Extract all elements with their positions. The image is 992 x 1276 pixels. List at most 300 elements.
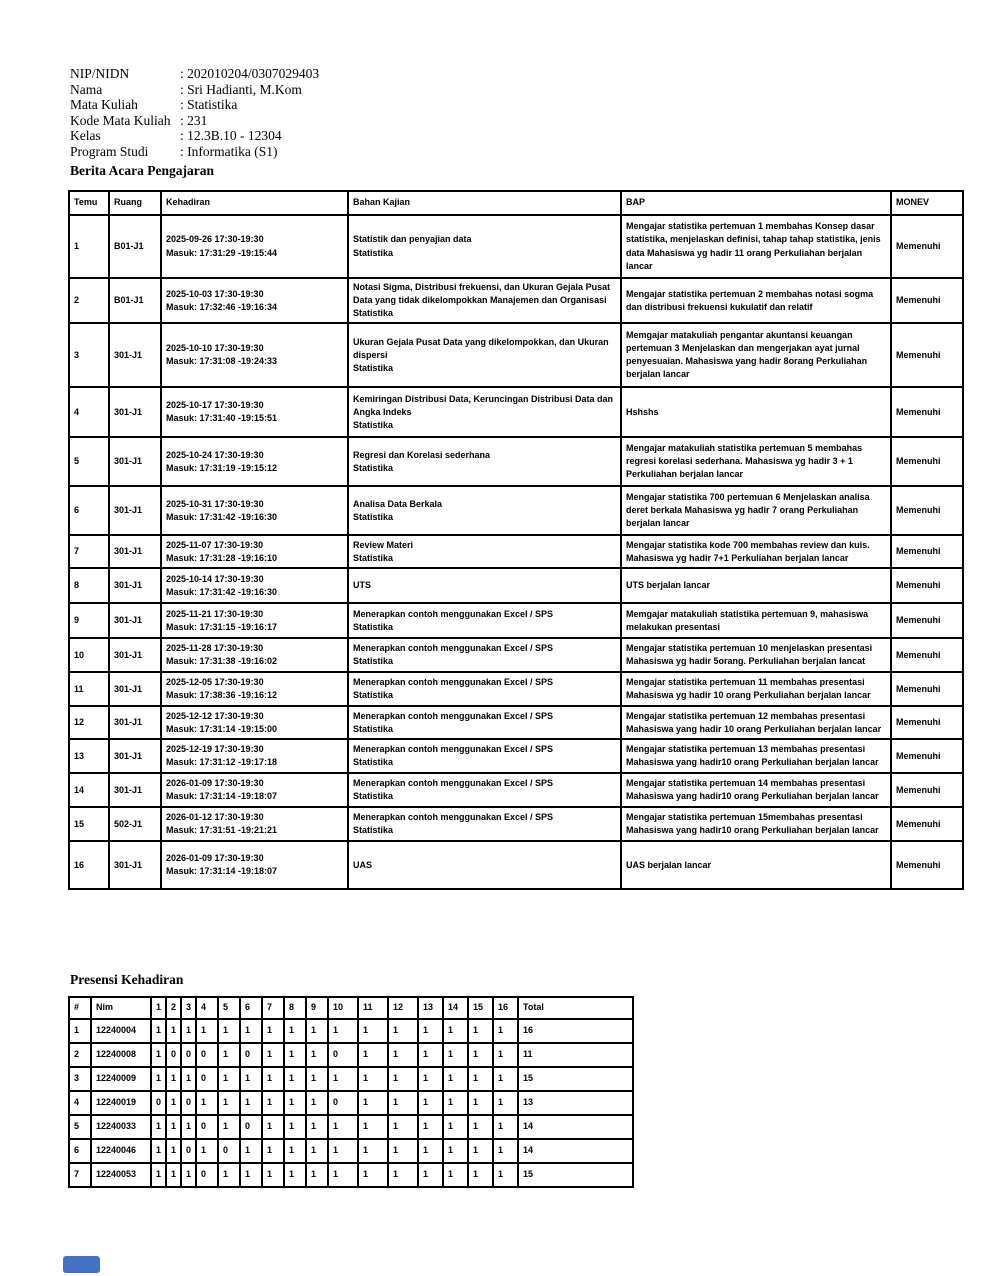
bahan-kajian-topik: Notasi Sigma, Distribusi frekuensi, dan Ukuran Gejala Pusat Data yang tidak dikelompokkan Manajemen dan Organisasi <box>353 282 611 306</box>
cell-bap: Mengajar statistika pertemuan 12 membahas presentasi Mahasiswa yang hadir 10 orang Perkuliahan berjalan lancar <box>621 706 891 739</box>
cell-monev: Memenuhi <box>891 535 963 568</box>
cell-temu: 2 <box>69 278 109 323</box>
presensi-col-4: 3 <box>181 997 196 1019</box>
cell-mark: 0 <box>196 1115 218 1139</box>
cell-mark: 1 <box>443 1091 468 1115</box>
info-value: : Informatika (S1) <box>180 143 278 159</box>
bap-col-monev: MONEV <box>891 191 963 215</box>
kehadiran-masuk: Masuk: 17:31:42 -19:16:30 <box>166 511 278 522</box>
cell-mark: 1 <box>328 1115 358 1139</box>
cell-kehadiran <box>161 773 348 807</box>
info-value: : 231 <box>180 112 208 128</box>
presensi-col-17: 16 <box>493 997 518 1019</box>
presensi-table-row <box>69 1019 633 1043</box>
kehadiran-jadwal: 2025-11-21 17:30-19:30 <box>166 608 264 619</box>
presensi-header-row <box>69 997 633 1019</box>
cell-kehadiran <box>161 568 348 603</box>
cell-ruang: 301-J1 <box>109 841 161 889</box>
cell-total: 16 <box>518 1019 633 1043</box>
cell-mark: 0 <box>328 1043 358 1067</box>
cell-mark: 1 <box>306 1043 328 1067</box>
cell-monev: Memenuhi <box>891 387 963 437</box>
cell-mark: 1 <box>443 1043 468 1067</box>
presensi-table-row <box>69 1163 633 1187</box>
cell-bahan-kajian <box>348 387 621 437</box>
cell-mark: 0 <box>240 1043 262 1067</box>
info-value: : Sri Hadianti, M.Kom <box>180 81 302 97</box>
info-line <box>70 82 319 98</box>
cell-mark: 1 <box>262 1115 284 1139</box>
cell-bap: Mengajar statistika 700 pertemuan 6 Menjelaskan analisa deret berkala Mahasiswa yg hadir 7 orang Perkuliahan berjalan lancar <box>621 486 891 535</box>
cell-mark: 1 <box>388 1067 418 1091</box>
cell-mark: 1 <box>284 1163 306 1187</box>
bahan-kajian-topik: UTS <box>353 580 371 591</box>
cell-mark: 1 <box>418 1019 443 1043</box>
bap-col-ruang: Ruang <box>109 191 161 215</box>
kehadiran-jadwal: 2025-12-05 17:30-19:30 <box>166 677 264 688</box>
cell-ruang: 301-J1 <box>109 535 161 568</box>
cell-mark: 1 <box>388 1163 418 1187</box>
kehadiran-masuk: Masuk: 17:31:38 -19:16:02 <box>166 656 278 667</box>
cell-no: 4 <box>69 1091 91 1115</box>
bahan-kajian-matkul: Statistika <box>353 656 394 667</box>
cell-kehadiran <box>161 603 348 638</box>
bahan-kajian-matkul: Statistika <box>353 690 394 701</box>
cell-mark: 1 <box>418 1067 443 1091</box>
presensi-table <box>68 996 634 1188</box>
cell-mark: 1 <box>151 1067 166 1091</box>
cell-bahan-kajian <box>348 568 621 603</box>
info-value: : Statistika <box>180 97 238 112</box>
cell-mark: 1 <box>468 1019 493 1043</box>
cell-mark: 1 <box>328 1139 358 1163</box>
bap-table-row <box>69 672 963 706</box>
cell-mark: 1 <box>443 1115 468 1139</box>
presensi-col-9: 8 <box>284 997 306 1019</box>
bap-table-row <box>69 486 963 535</box>
cell-no: 5 <box>69 1115 91 1139</box>
cell-mark: 1 <box>358 1163 388 1187</box>
cell-bahan-kajian <box>348 603 621 638</box>
bahan-kajian-topik: Menerapkan contoh menggunakan Excel / SPS <box>353 778 554 789</box>
cell-temu: 10 <box>69 638 109 672</box>
presensi-col-5: 4 <box>196 997 218 1019</box>
cell-kehadiran <box>161 535 348 568</box>
cell-mark: 0 <box>196 1067 218 1091</box>
cell-mark: 1 <box>468 1139 493 1163</box>
presensi-col-3: 2 <box>166 997 181 1019</box>
cell-ruang: 301-J1 <box>109 387 161 437</box>
cell-mark: 1 <box>388 1043 418 1067</box>
cell-bap: Mengajar statistika pertemuan 10 menjelaskan presentasi Mahasiswa yg hadir 5orang. Perkuliahan berjalan lancat <box>621 638 891 672</box>
cell-mark: 0 <box>166 1043 181 1067</box>
cell-bahan-kajian <box>348 739 621 773</box>
cell-mark: 1 <box>151 1163 166 1187</box>
cell-mark: 1 <box>328 1163 358 1187</box>
cell-mark: 1 <box>240 1019 262 1043</box>
info-line <box>70 144 319 160</box>
kehadiran-masuk: Masuk: 17:31:08 -19:24:33 <box>166 356 278 367</box>
cell-kehadiran <box>161 437 348 486</box>
cell-mark: 1 <box>262 1163 284 1187</box>
bahan-kajian-topik: Menerapkan contoh menggunakan Excel / SPS <box>353 608 554 619</box>
presensi-col-8: 7 <box>262 997 284 1019</box>
info-value: : 12.3B.10 - 12304 <box>180 128 282 143</box>
cell-bap: UTS berjalan lancar <box>621 568 891 603</box>
cell-no: 6 <box>69 1139 91 1163</box>
cell-mark: 1 <box>388 1139 418 1163</box>
cell-bahan-kajian <box>348 706 621 739</box>
cell-temu: 3 <box>69 323 109 387</box>
presensi-col-15: 14 <box>443 997 468 1019</box>
info-label: Nama <box>70 81 103 97</box>
cell-mark: 0 <box>196 1043 218 1067</box>
cell-nim: 12240009 <box>91 1067 151 1091</box>
footer-badge[interactable] <box>63 1256 100 1273</box>
cell-temu: 12 <box>69 706 109 739</box>
presensi-section-title: Presensi Kehadiran <box>70 972 184 987</box>
bap-table-row <box>69 638 963 672</box>
cell-mark: 1 <box>443 1067 468 1091</box>
bahan-kajian-matkul: Statistika <box>353 462 394 473</box>
kehadiran-masuk: Masuk: 17:31:51 -19:21:21 <box>166 825 278 836</box>
cell-mark: 1 <box>443 1163 468 1187</box>
cell-mark: 0 <box>151 1091 166 1115</box>
cell-kehadiran <box>161 841 348 889</box>
cell-nim: 12240053 <box>91 1163 151 1187</box>
cell-mark: 1 <box>358 1139 388 1163</box>
cell-no: 7 <box>69 1163 91 1187</box>
kehadiran-jadwal: 2025-11-28 17:30-19:30 <box>166 643 264 654</box>
bahan-kajian-topik: Menerapkan contoh menggunakan Excel / SPS <box>353 710 554 721</box>
cell-bap: Mengajar statistika pertemuan 14 membahas presentasi Mahasiswa yang hadir10 orang Perkuliahan berjalan lancar <box>621 773 891 807</box>
presensi-col-7: 6 <box>240 997 262 1019</box>
cell-mark: 1 <box>388 1091 418 1115</box>
cell-bahan-kajian <box>348 535 621 568</box>
cell-ruang: 301-J1 <box>109 323 161 387</box>
cell-mark: 1 <box>493 1091 518 1115</box>
bap-table-row <box>69 603 963 638</box>
presensi-table-row <box>69 1115 633 1139</box>
info-line <box>70 66 319 82</box>
cell-nim: 12240046 <box>91 1139 151 1163</box>
cell-temu: 9 <box>69 603 109 638</box>
info-label: Mata Kuliah <box>70 97 138 112</box>
cell-mark: 1 <box>262 1091 284 1115</box>
cell-nim: 12240008 <box>91 1043 151 1067</box>
bap-table-row <box>69 278 963 323</box>
kehadiran-masuk: Masuk: 17:31:14 -19:18:07 <box>166 791 278 802</box>
cell-mark: 1 <box>166 1139 181 1163</box>
cell-mark: 1 <box>151 1115 166 1139</box>
bahan-kajian-topik: Review Materi <box>353 539 414 550</box>
presensi-table-row <box>69 1139 633 1163</box>
cell-monev: Memenuhi <box>891 215 963 278</box>
cell-mark: 1 <box>262 1043 284 1067</box>
cell-mark: 1 <box>328 1067 358 1091</box>
cell-mark: 1 <box>493 1019 518 1043</box>
cell-temu: 4 <box>69 387 109 437</box>
cell-mark: 1 <box>328 1019 358 1043</box>
cell-mark: 1 <box>418 1043 443 1067</box>
bap-table-row <box>69 535 963 568</box>
cell-mark: 1 <box>358 1067 388 1091</box>
cell-kehadiran <box>161 323 348 387</box>
cell-bap: Mengajar statistika pertemuan 2 membahas notasi sogma dan distribusi frekuensi kukulatif dan relatif <box>621 278 891 323</box>
bap-col-temu: Temu <box>69 191 109 215</box>
cell-mark: 1 <box>196 1091 218 1115</box>
cell-ruang: 301-J1 <box>109 706 161 739</box>
cell-mark: 1 <box>493 1115 518 1139</box>
cell-no: 3 <box>69 1067 91 1091</box>
cell-mark: 1 <box>196 1139 218 1163</box>
cell-kehadiran <box>161 215 348 278</box>
info-label: Program Studi <box>70 143 149 159</box>
cell-bap: Mengajar statistika pertemuan 15membahas presentasi Mahasiswa yang hadir10 orang Perkuliahan berjalan lancar <box>621 807 891 841</box>
cell-ruang: 301-J1 <box>109 672 161 706</box>
cell-total: 14 <box>518 1139 633 1163</box>
info-line <box>70 97 319 113</box>
presensi-col-18: Total <box>518 997 633 1019</box>
cell-mark: 1 <box>306 1163 328 1187</box>
cell-bahan-kajian <box>348 486 621 535</box>
cell-mark: 0 <box>240 1115 262 1139</box>
kehadiran-masuk: Masuk: 17:32:46 -19:16:34 <box>166 301 278 312</box>
cell-kehadiran <box>161 706 348 739</box>
cell-mark: 1 <box>284 1043 306 1067</box>
cell-ruang: 502-J1 <box>109 807 161 841</box>
cell-monev: Memenuhi <box>891 672 963 706</box>
cell-mark: 1 <box>443 1019 468 1043</box>
cell-temu: 14 <box>69 773 109 807</box>
bahan-kajian-matkul: Statistika <box>353 757 394 768</box>
cell-kehadiran <box>161 638 348 672</box>
cell-monev: Memenuhi <box>891 638 963 672</box>
cell-mark: 1 <box>468 1163 493 1187</box>
cell-mark: 1 <box>358 1043 388 1067</box>
bahan-kajian-matkul: Statistika <box>353 825 394 836</box>
info-label: Kelas <box>70 128 101 143</box>
bap-table <box>68 190 964 890</box>
presensi-table-row <box>69 1067 633 1091</box>
cell-ruang: B01-J1 <box>109 215 161 278</box>
info-label: NIP/NIDN <box>70 66 130 81</box>
cell-mark: 0 <box>181 1091 196 1115</box>
bap-table-row <box>69 437 963 486</box>
cell-mark: 1 <box>468 1091 493 1115</box>
cell-mark: 1 <box>196 1019 218 1043</box>
cell-mark: 1 <box>493 1067 518 1091</box>
cell-kehadiran <box>161 278 348 323</box>
kehadiran-jadwal: 2026-01-09 17:30-19:30 <box>166 853 264 864</box>
cell-ruang: 301-J1 <box>109 486 161 535</box>
bahan-kajian-topik: UAS <box>353 859 373 870</box>
cell-bahan-kajian <box>348 638 621 672</box>
bap-col-bahan-kajian: Bahan Kajian <box>348 191 621 215</box>
cell-mark: 1 <box>358 1115 388 1139</box>
bahan-kajian-topik: Regresi dan Korelasi sederhana <box>353 449 491 460</box>
cell-ruang: 301-J1 <box>109 437 161 486</box>
cell-bap: Mengajar statistika pertemuan 1 membahas Konsep dasar statistika, menjelaskan definisi, tahap tahap statistika, jenis data Mahasiswa yg hadir 11 orang Perkuliahan berjalan lancar <box>621 215 891 278</box>
cell-mark: 1 <box>306 1091 328 1115</box>
cell-mark: 1 <box>218 1163 240 1187</box>
cell-mark: 1 <box>284 1139 306 1163</box>
presensi-col-13: 12 <box>388 997 418 1019</box>
cell-no: 2 <box>69 1043 91 1067</box>
cell-mark: 1 <box>218 1115 240 1139</box>
bap-table-row <box>69 739 963 773</box>
cell-mark: 1 <box>166 1115 181 1139</box>
kehadiran-jadwal: 2025-12-12 17:30-19:30 <box>166 710 264 721</box>
cell-mark: 1 <box>468 1115 493 1139</box>
kehadiran-jadwal: 2025-09-26 17:30-19:30 <box>166 234 264 245</box>
kehadiran-jadwal: 2025-10-31 17:30-19:30 <box>166 498 264 509</box>
cell-mark: 1 <box>388 1115 418 1139</box>
cell-mark: 1 <box>284 1091 306 1115</box>
cell-bahan-kajian <box>348 773 621 807</box>
info-label: Kode Mata Kuliah <box>70 112 171 128</box>
cell-mark: 1 <box>166 1163 181 1187</box>
cell-nim: 12240004 <box>91 1019 151 1043</box>
cell-total: 15 <box>518 1067 633 1091</box>
cell-ruang: 301-J1 <box>109 773 161 807</box>
bap-table-row <box>69 706 963 739</box>
bap-table-row <box>69 387 963 437</box>
info-line <box>70 113 319 129</box>
presensi-table-row <box>69 1091 633 1115</box>
kehadiran-masuk: Masuk: 17:38:36 -19:16:12 <box>166 690 278 701</box>
cell-mark: 1 <box>306 1067 328 1091</box>
cell-temu: 1 <box>69 215 109 278</box>
cell-mark: 1 <box>493 1043 518 1067</box>
cell-bap: Mengajar statistika pertemuan 11 membahas presentasi Mahasiswa yg hadir 10 orang Perkuliahan berjalan lancar <box>621 672 891 706</box>
cell-total: 15 <box>518 1163 633 1187</box>
bap-table-row <box>69 841 963 889</box>
cell-nim: 12240019 <box>91 1091 151 1115</box>
bahan-kajian-topik: Menerapkan contoh menggunakan Excel / SPS <box>353 677 554 688</box>
bap-table-row <box>69 568 963 603</box>
bahan-kajian-matkul: Statistika <box>353 247 394 258</box>
cell-mark: 1 <box>240 1067 262 1091</box>
cell-mark: 1 <box>151 1043 166 1067</box>
cell-mark: 1 <box>166 1019 181 1043</box>
cell-mark: 0 <box>328 1091 358 1115</box>
presensi-col-12: 11 <box>358 997 388 1019</box>
bahan-kajian-topik: Ukuran Gejala Pusat Data yang dikelompokkan, dan Ukuran dispersi <box>353 336 609 360</box>
kehadiran-masuk: Masuk: 17:31:14 -19:15:00 <box>166 723 278 734</box>
info-value: : 202010204/0307029403 <box>180 66 320 81</box>
kehadiran-jadwal: 2025-12-19 17:30-19:30 <box>166 744 264 755</box>
cell-temu: 6 <box>69 486 109 535</box>
cell-mark: 1 <box>166 1067 181 1091</box>
bahan-kajian-matkul: Statistika <box>353 511 394 522</box>
cell-monev: Memenuhi <box>891 603 963 638</box>
kehadiran-masuk: Masuk: 17:31:28 -19:16:10 <box>166 552 278 563</box>
cell-monev: Memenuhi <box>891 841 963 889</box>
kehadiran-jadwal: 2025-10-17 17:30-19:30 <box>166 400 264 411</box>
bap-table-row <box>69 773 963 807</box>
cell-mark: 1 <box>388 1019 418 1043</box>
cell-mark: 1 <box>240 1091 262 1115</box>
bap-section-title: Berita Acara Pengajaran <box>70 163 214 178</box>
bap-table-row <box>69 215 963 278</box>
cell-mark: 1 <box>418 1163 443 1187</box>
cell-mark: 1 <box>358 1019 388 1043</box>
presensi-col-14: 13 <box>418 997 443 1019</box>
cell-bap: Mengajar statistika kode 700 membahas review dan kuis. Mahasiswa yg hadir 7+1 Perkuliahan berjalan lancar <box>621 535 891 568</box>
bahan-kajian-topik: Statistik dan penyajian data <box>353 234 472 245</box>
cell-bap: Memgajar matakuliah statistika pertemuan 9, mahasiswa melakukan presentasi <box>621 603 891 638</box>
cell-mark: 1 <box>181 1019 196 1043</box>
cell-mark: 1 <box>151 1139 166 1163</box>
cell-no: 1 <box>69 1019 91 1043</box>
cell-mark: 1 <box>418 1115 443 1139</box>
kehadiran-masuk: Masuk: 17:31:12 -19:17:18 <box>166 757 278 768</box>
cell-bap: UAS berjalan lancar <box>621 841 891 889</box>
cell-mark: 1 <box>493 1139 518 1163</box>
cell-temu: 16 <box>69 841 109 889</box>
cell-mark: 1 <box>418 1139 443 1163</box>
cell-mark: 1 <box>468 1067 493 1091</box>
cell-mark: 1 <box>181 1067 196 1091</box>
kehadiran-jadwal: 2025-11-07 17:30-19:30 <box>166 539 264 550</box>
cell-mark: 1 <box>181 1115 196 1139</box>
kehadiran-jadwal: 2025-10-03 17:30-19:30 <box>166 288 264 299</box>
presensi-col-16: 15 <box>468 997 493 1019</box>
cell-temu: 13 <box>69 739 109 773</box>
cell-total: 13 <box>518 1091 633 1115</box>
cell-bap: Mengajar statistika pertemuan 13 membahas presentasi Mahasiswa yang hadir10 orang Perkuliahan berjalan lancar <box>621 739 891 773</box>
cell-bahan-kajian <box>348 437 621 486</box>
course-info-block <box>70 66 319 159</box>
presensi-col-10: 9 <box>306 997 328 1019</box>
cell-total: 14 <box>518 1115 633 1139</box>
bahan-kajian-topik: Menerapkan contoh menggunakan Excel / SPS <box>353 812 554 823</box>
cell-monev: Memenuhi <box>891 278 963 323</box>
cell-monev: Memenuhi <box>891 323 963 387</box>
cell-mark: 1 <box>284 1115 306 1139</box>
kehadiran-masuk: Masuk: 17:31:15 -19:16:17 <box>166 621 278 632</box>
bap-table-row <box>69 807 963 841</box>
cell-mark: 1 <box>306 1115 328 1139</box>
presensi-table-row <box>69 1043 633 1067</box>
info-line <box>70 128 319 144</box>
bahan-kajian-matkul: Statistika <box>353 552 394 563</box>
cell-monev: Memenuhi <box>891 706 963 739</box>
cell-kehadiran <box>161 672 348 706</box>
cell-monev: Memenuhi <box>891 739 963 773</box>
bahan-kajian-matkul: Statistika <box>353 723 394 734</box>
bahan-kajian-matkul: Statistika <box>353 419 394 430</box>
cell-temu: 15 <box>69 807 109 841</box>
cell-bahan-kajian <box>348 215 621 278</box>
cell-mark: 0 <box>218 1139 240 1163</box>
cell-mark: 1 <box>218 1067 240 1091</box>
bahan-kajian-topik: Menerapkan contoh menggunakan Excel / SPS <box>353 643 554 654</box>
cell-mark: 1 <box>240 1163 262 1187</box>
cell-mark: 1 <box>262 1139 284 1163</box>
cell-monev: Memenuhi <box>891 568 963 603</box>
cell-nim: 12240033 <box>91 1115 151 1139</box>
bahan-kajian-matkul: Statistika <box>353 362 394 373</box>
cell-monev: Memenuhi <box>891 773 963 807</box>
presensi-col-0: # <box>69 997 91 1019</box>
cell-bahan-kajian <box>348 278 621 323</box>
kehadiran-jadwal: 2025-10-14 17:30-19:30 <box>166 573 264 584</box>
cell-mark: 0 <box>181 1043 196 1067</box>
bahan-kajian-matkul: Statistika <box>353 308 394 319</box>
bahan-kajian-topik: Analisa Data Berkala <box>353 498 443 509</box>
